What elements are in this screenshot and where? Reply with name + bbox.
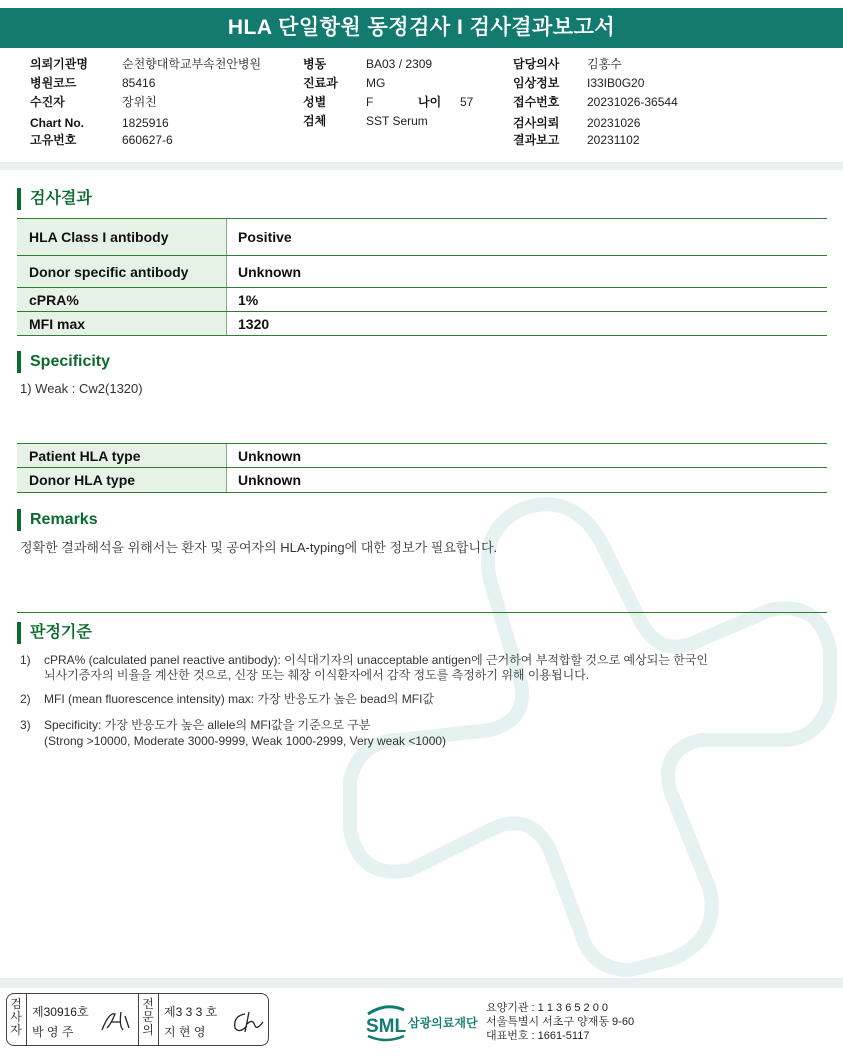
criteria-line: MFI (mean fluorescence intensity) max: 가장 반응도가 높은 bead의 MFI값 [44,692,435,706]
sig-divider [158,994,159,1045]
address-line: 서울특별시 서초구 양재동 9-60 [486,1016,635,1028]
signer2-role [141,998,155,1037]
value-department: MG [366,76,386,90]
label-specimen: 검체 [303,114,327,128]
hla-value: Unknown [227,468,827,492]
signer1-license: 제30916호 [32,1005,89,1019]
result-key: MFI max [17,312,227,335]
table-row [17,444,827,468]
hla-value: Unknown [227,444,827,467]
signature1-icon [99,1008,133,1034]
result-key: Donor specific antibody [17,256,227,287]
value-age: 57 [460,95,474,109]
logo-text: SML [366,1016,407,1037]
value-patient: 장위친 [122,95,157,109]
value-doctor: 김홍수 [587,57,622,71]
value-ward: BA03 / 2309 [366,57,433,71]
label-report-date: 결과보고 [513,133,560,147]
label-institution: 의뢰기관명 [30,57,88,71]
value-sex: F [366,95,374,109]
criteria-number: 2) [20,692,31,706]
label-chart-no: Chart No. [30,116,84,130]
table-row [17,468,827,493]
criteria-line: cPRA% (calculated panel reactive antibody): 이식대기자의 unacceptable antigen에 근거하여 부적합할 것으로 예상되는 한국인 [44,653,709,667]
role-char: 검 [10,997,22,1011]
address-line: 대표번호 : 1661-5117 [486,1030,590,1042]
results-table [17,218,827,336]
specificity-text: 1) Weak : Cw2(1320) [20,381,143,396]
remarks-text: 정확한 결과해석을 위해서는 환자 및 공여자의 HLA-typing에 대한 정보가 필요합니다. [20,540,498,555]
specificity-heading: Specificity [17,351,110,373]
criteria-number: 1) [20,653,31,667]
value-specimen: SST Serum [366,114,428,128]
value-request-date: 20231026 [587,116,641,130]
value-institution: 순천향대학교부속천안병원 [122,57,262,71]
criteria-number: 3) [20,718,31,732]
label-hospital-code: 병원코드 [30,76,77,90]
result-value: Unknown [227,256,827,287]
value-unique-id: 660627-6 [122,133,173,147]
result-value: 1% [227,288,827,311]
role-char: 전 [142,997,154,1011]
label-clinical-info: 임상정보 [513,76,560,90]
label-doctor: 담당의사 [513,57,560,71]
value-report-date: 20231102 [587,133,640,147]
report-title: HLA 단일항원 동정검사 I 검사결과보고서 [0,8,843,48]
result-key: cPRA% [17,288,227,311]
signer2-name: 지 현 영 [164,1025,206,1039]
label-sex: 성별 [303,95,327,109]
value-chart-no: 1825916 [122,116,169,130]
role-char: 사 [10,1010,22,1024]
remarks-heading: Remarks [17,509,98,531]
label-ward: 병동 [303,57,327,71]
value-clinical-info: I33IB0G20 [587,76,645,90]
label-unique-id: 고유번호 [30,133,77,147]
signer2-license: 제3 3 3 호 [164,1005,218,1019]
label-age: 나이 [418,95,442,109]
criteria-line: Specificity: 가장 반응도가 높은 allele의 MFI값을 기준으로 구분 [44,718,371,732]
value-receipt-no: 20231026-36544 [587,95,678,109]
results-heading: 검사결과 [17,188,92,210]
value-hospital-code: 85416 [122,76,156,90]
signature-box [6,993,269,1046]
footer-divider [0,978,843,988]
criteria-line: (Strong >10000, Moderate 3000-9999, Weak 1000-2999, Very weak <1000) [44,734,447,748]
table-row [17,288,827,312]
sig-divider [138,994,139,1045]
hla-key: Patient HLA type [17,444,227,467]
address-line: 요양기관 : 1 1 3 6 5 2 0 0 [486,1002,609,1014]
role-char: 의 [142,1023,154,1037]
signature2-icon [229,1008,265,1036]
label-receipt-no: 접수번호 [513,95,560,109]
table-row [17,312,827,336]
org-name: 삼광의료재단 [408,1016,478,1030]
header-divider [0,162,843,170]
criteria-heading: 판정기준 [17,622,92,644]
result-key: HLA Class I antibody [17,219,227,255]
label-patient: 수진자 [30,95,65,109]
criteria-line: 뇌사기증자의 비율을 계산한 것으로, 신장 또는 췌장 이식환자에서 감작 정도를 측정하기 위해 이용됩니다. [44,668,590,682]
signer1-name: 박 영 주 [32,1025,74,1039]
table-row [17,256,827,288]
sig-divider [26,994,27,1045]
hla-type-table [17,443,827,493]
role-char: 문 [142,1010,154,1024]
label-department: 진료과 [303,76,338,90]
signer1-role [9,998,23,1037]
result-value: 1320 [227,312,827,335]
role-char: 자 [10,1023,22,1037]
table-row [17,219,827,256]
hla-key: Donor HLA type [17,468,227,492]
label-request-date: 검사의뢰 [513,116,560,130]
result-value: Positive [227,219,827,255]
section-divider [17,612,827,613]
